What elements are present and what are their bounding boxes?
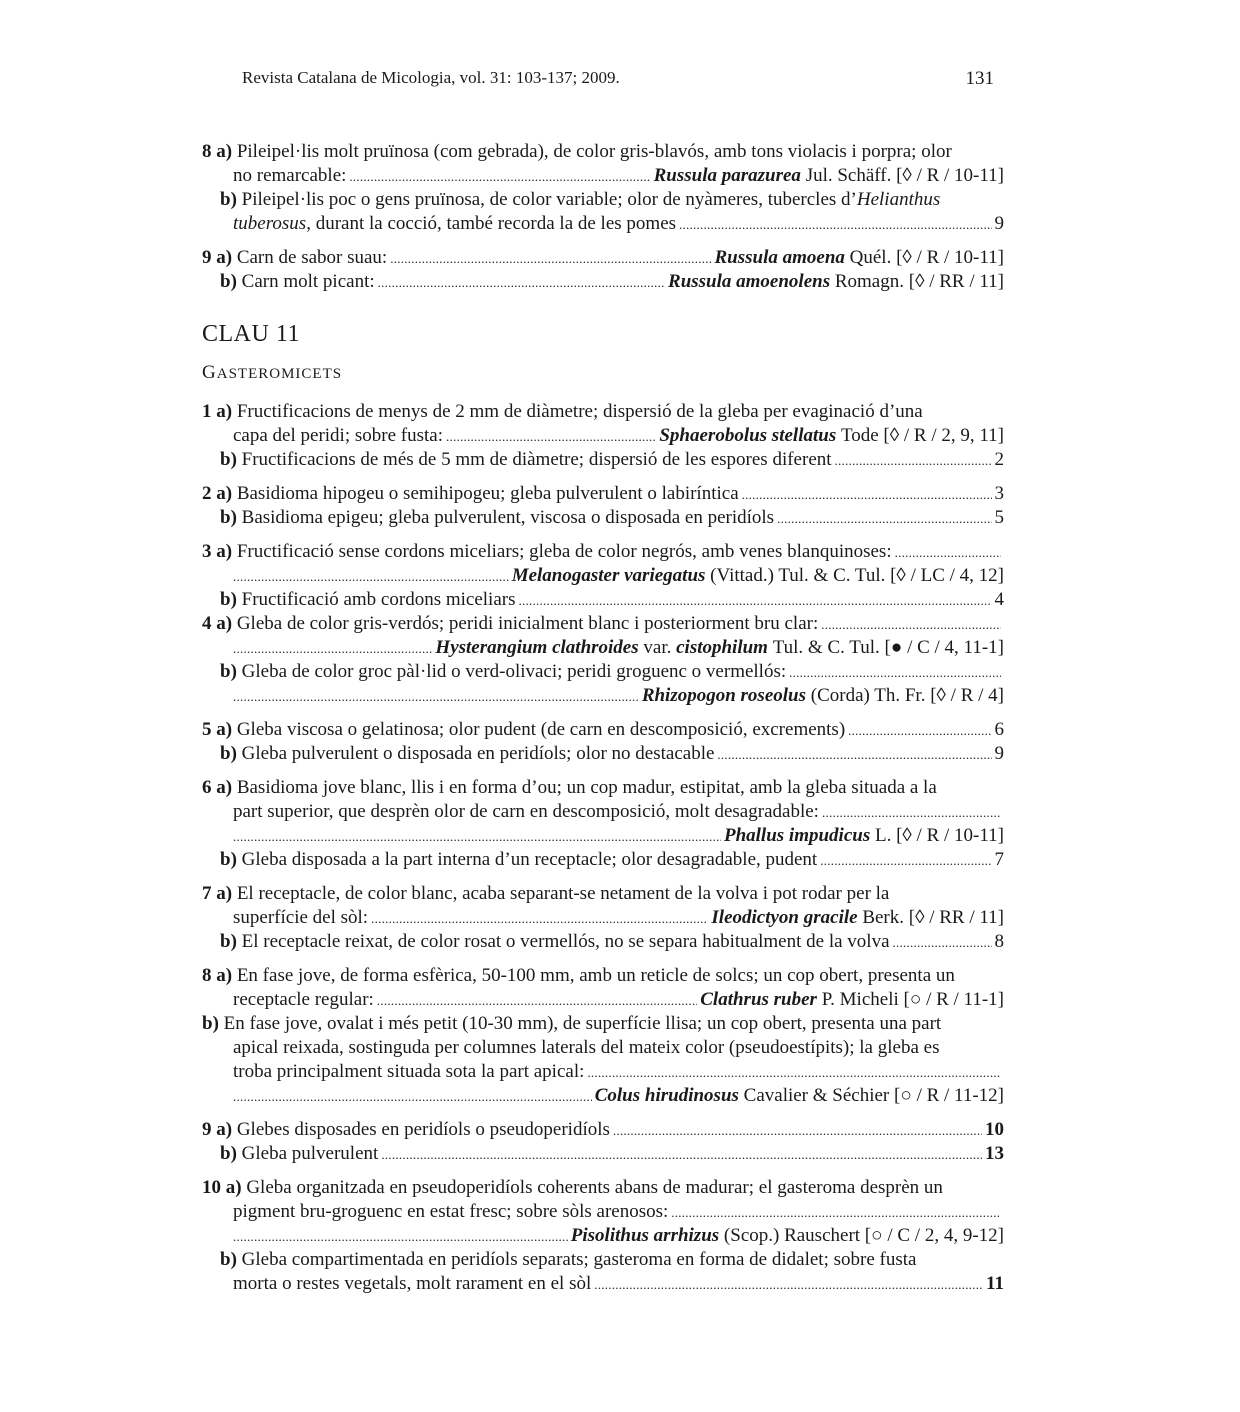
section-subtitle: GASTEROMICETS xyxy=(202,362,343,383)
key-section xyxy=(202,400,1004,1296)
species-name: Russula amoenolens xyxy=(668,271,831,292)
key-entry-9a: 9 a) Carn de sabor suau: . . . Russula amoena Quél. [◊ / R / 10-11] xyxy=(202,246,1004,270)
lead-to-number: 9 xyxy=(994,213,1004,234)
key-entry-8b: b) En fase jove, ovalat i més petit (10-30 mm), de superfície llisa; un cop obert, presenta una part apical reixada, sostinguda per columnes laterals del mateix color (pseudoestípits); la gleba es troba principalment situada sota la part apical: . . . . . . Colus hirudinosus Cavalier & Séchier [○ / R / 11-12] xyxy=(202,1012,1004,1108)
species-name: Colus hirudinosus xyxy=(594,1085,739,1106)
species-name: Pisolithus arrhizus xyxy=(570,1225,720,1246)
section-title: CLAU 11 xyxy=(202,321,300,347)
key-entry-2a: 2 a) Basidioma hipogeu o semihipogeu; gleba pulverulent o labiríntica . . . 3 xyxy=(202,482,1004,506)
key-entry-9b: b) Gleba pulverulent . . . 13 xyxy=(202,1142,1004,1166)
key-entry-3a: 3 a) Fructificació sense cordons miceliars; gleba de color negrós, amb venes blanquinoses: . . . . . . Melanogaster variegatus (Vittad.) Tul. & C. Tul. [◊ / LC / 4, 12] xyxy=(202,540,1004,588)
key-entry-9b: b) Carn molt picant: . . . Russula amoenolens Romagn. [◊ / RR / 11] xyxy=(202,270,1004,294)
key-entry-8a: 8 a) Pileipel·lis molt pruïnosa (com gebrada), de color gris-blavós, amb tons violacis i porpra; olor no remarcable: . . . Russula parazurea Jul. Schäff. [◊ / R / 10-11] xyxy=(202,140,1004,188)
species-name: Russula amoena xyxy=(714,247,845,268)
key-entry-7a: 7 a) El receptacle, de color blanc, acaba separant-se netament de la volva i pot rodar per la superfície del sòl: . . . Ileodictyon gracile Berk. [◊ / RR / 11] xyxy=(202,882,1004,930)
key-entry-4a: 4 a) Gleba de color gris-verdós; peridi inicialment blanc i posteriorment bru clar: . . . . . . Hysterangium clathroides var. cistophilum Tul. & C. Tul. [● / C / 4, 11-1] xyxy=(202,612,1004,660)
key-entry-9a: 9 a) Glebes disposades en peridíols o pseudoperidíols . . . 10 xyxy=(202,1118,1004,1142)
key-entry-5a: 5 a) Gleba viscosa o gelatinosa; olor pudent (de carn en descomposició, excrements) . . . 6 xyxy=(202,718,1004,742)
species-name: Rhizopogon roseolus xyxy=(641,685,807,706)
species-name: Sphaerobolus stellatus xyxy=(659,425,837,446)
key-entry-8b: b) Pileipel·lis poc o gens pruïnosa, de color variable; olor de nyàmeres, tubercles d’ Helianthus tuberosus , durant la cocció, també recorda la de les pomes . . . 9 xyxy=(202,188,1004,236)
key-entry-2b: b) Basidioma epigeu; gleba pulverulent, viscosa o disposada en peridíols . . . 5 xyxy=(202,506,1004,530)
key-entry-6a: 6 a) Basidioma jove blanc, llis i en forma d’ou; un cop madur, estipitat, amb la gleba situada a la part superior, que desprèn olor de carn en descomposició, molt desagradable: . . . . . . Phallus impudicus L. [◊ / R / 10-11] xyxy=(202,776,1004,848)
page-number: 131 xyxy=(965,68,994,89)
running-header xyxy=(242,68,994,90)
key-entry-7b: b) El receptacle reixat, de color rosat o vermellós, no se separa habitualment de la volva . . . 8 xyxy=(202,930,1004,954)
species-name: Phallus impudicus xyxy=(723,825,871,846)
species-name: Ileodictyon gracile xyxy=(711,907,858,928)
species-name: Russula parazurea xyxy=(653,165,801,186)
key-entry-6b: b) Gleba disposada a la part interna d’un receptacle; olor desagradable, pudent . . . 7 xyxy=(202,848,1004,872)
journal-citation: Revista Catalana de Micologia, vol. 31: 103-137; 2009. xyxy=(242,68,620,87)
previous-key-section xyxy=(202,140,1004,294)
key-entry-1a: 1 a) Fructificacions de menys de 2 mm de diàmetre; dispersió de la gleba per evaginació d’una capa del peridi; sobre fusta: . . . Sphaerobolus stellatus Tode [◊ / R / 2, 9, 11] xyxy=(202,400,1004,448)
key-entry-10b: b) Gleba compartimentada en peridíols separats; gasteroma en forma de didalet; sobre fusta morta o restes vegetals, molt rarament en el sòl . . . 11 xyxy=(202,1248,1004,1296)
species-name: Hysterangium clathroides xyxy=(435,637,639,658)
species-name: Melanogaster variegatus xyxy=(511,565,706,586)
species-name: Clathrus ruber xyxy=(700,989,817,1010)
key-entry-1b: b) Fructificacions de més de 5 mm de diàmetre; dispersió de les espores diferent . . . 2 xyxy=(202,448,1004,472)
key-entry-3b: b) Fructificació amb cordons miceliars . . . 4 xyxy=(202,588,1004,612)
key-entry-5b: b) Gleba pulverulent o disposada en peridíols; olor no destacable . . . 9 xyxy=(202,742,1004,766)
key-entry-10a: 10 a) Gleba organitzada en pseudoperidíols coherents abans de madurar; el gasteroma desprèn un pigment bru-groguenc en estat fresc; sobre sòls arenosos: . . . . . . Pisolithus arrhizus (Scop.) Rauschert [○ / C / 2, 4, 9-12] xyxy=(202,1176,1004,1248)
key-entry-8a: 8 a) En fase jove, de forma esfèrica, 50-100 mm, amb un reticle de solcs; un cop obert, presenta un receptacle regular: . . . Clathrus ruber P. Micheli [○ / R / 11-1] xyxy=(202,964,1004,1012)
key-entry-4b: b) Gleba de color groc pàl·lid o verd-olivaci; peridi groguenc o vermellós: . . . . . . Rhizopogon roseolus (Corda) Th. Fr. [◊ / R / 4] xyxy=(202,660,1004,708)
